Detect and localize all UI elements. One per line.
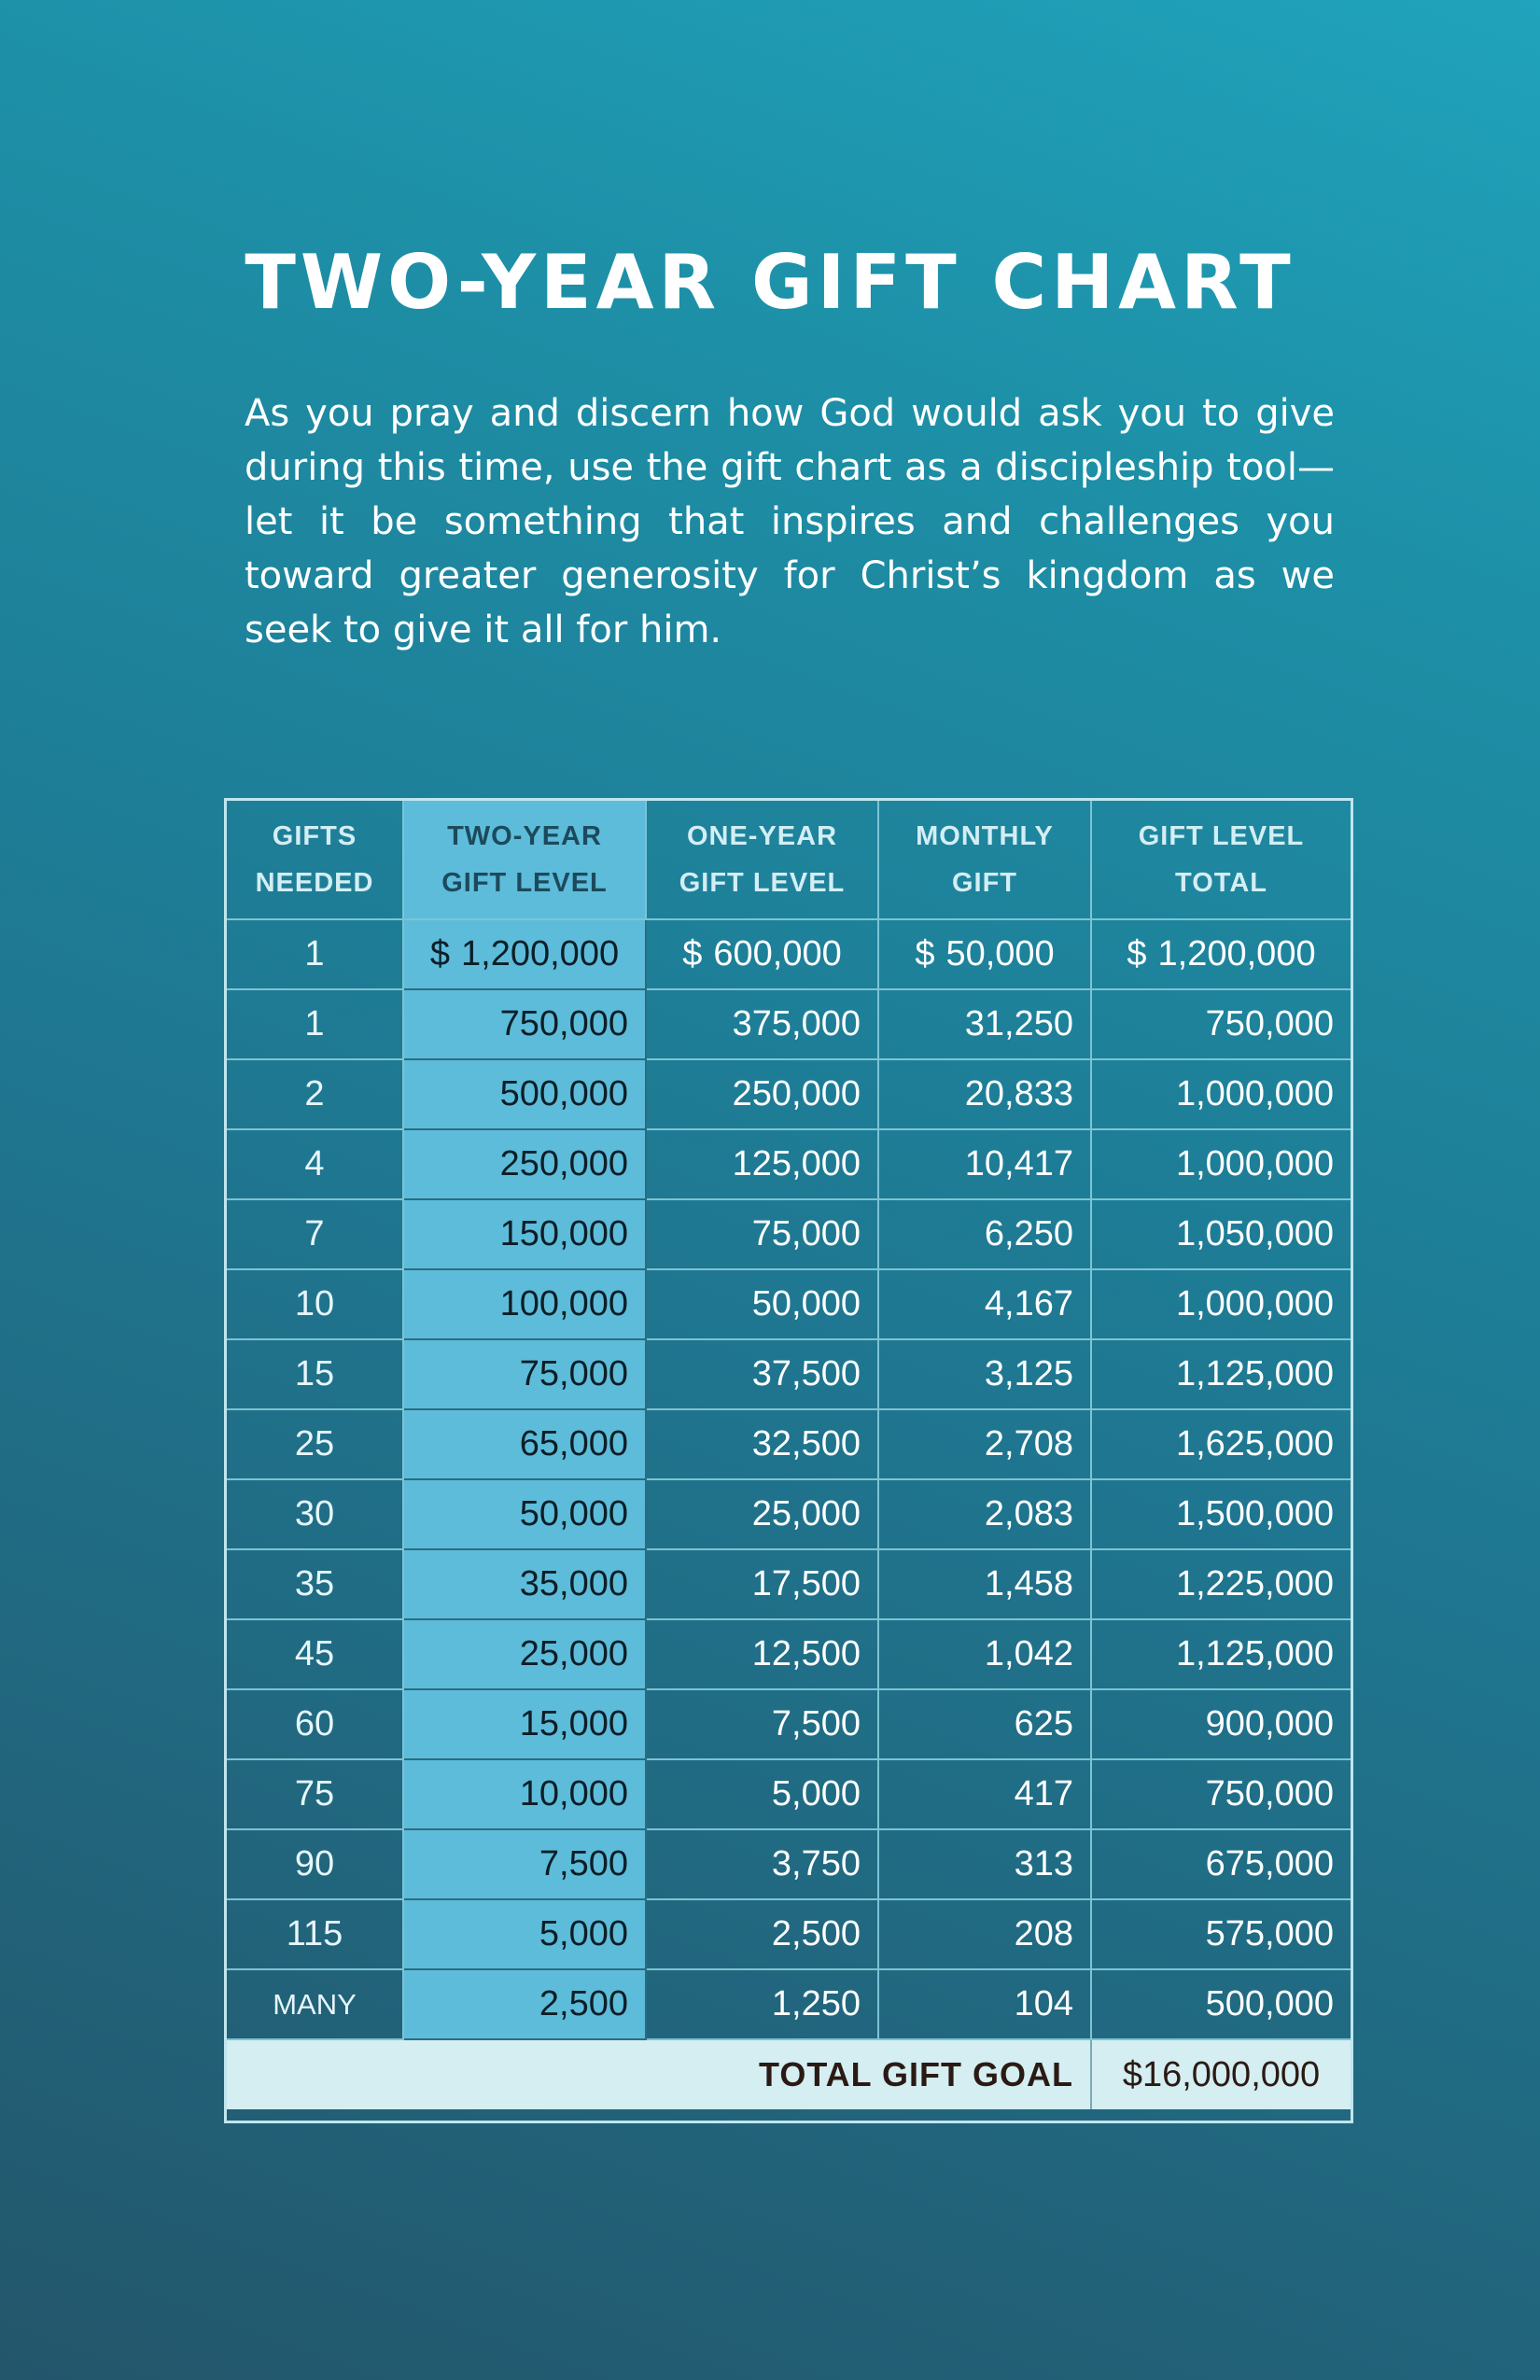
two-year-gift-cell: 10,000: [403, 1759, 646, 1829]
gift-level-total-cell: 1,125,000: [1091, 1619, 1351, 1689]
table-row: [227, 1759, 1351, 1829]
gifts-needed-cell: 25: [227, 1409, 403, 1479]
one-year-gift-cell: 12,500: [646, 1619, 878, 1689]
header-monthly-gift: [878, 801, 1091, 919]
monthly-gift-cell: 2,708: [878, 1409, 1091, 1479]
header-line: NEEDED: [255, 868, 374, 898]
cell-value: 600,000: [713, 934, 842, 973]
gifts-needed-cell: 115: [227, 1899, 403, 1969]
one-year-gift-cell: 37,500: [646, 1339, 878, 1409]
header-line: TWO-YEAR: [447, 821, 602, 851]
gifts-needed-cell: 60: [227, 1689, 403, 1759]
table-row: [227, 989, 1351, 1059]
table-row: [227, 1059, 1351, 1129]
gifts-needed-cell: 15: [227, 1339, 403, 1409]
two-year-gift-cell: 2,500: [403, 1969, 646, 2039]
header-line: GIFTS: [272, 821, 357, 851]
monthly-gift-cell: 4,167: [878, 1269, 1091, 1339]
two-year-gift-cell: 35,000: [403, 1549, 646, 1619]
two-year-gift-cell: 150,000: [403, 1199, 646, 1269]
one-year-gift-cell: 375,000: [646, 989, 878, 1059]
monthly-gift-cell: 6,250: [878, 1199, 1091, 1269]
gifts-needed-cell: 1: [227, 919, 403, 989]
monthly-gift-cell: 208: [878, 1899, 1091, 1969]
monthly-gift-cell: 20,833: [878, 1059, 1091, 1129]
table-row: [227, 1969, 1351, 2039]
table-row: [227, 1899, 1351, 1969]
monthly-gift-cell: 313: [878, 1829, 1091, 1899]
header-line: GIFT LEVEL: [441, 868, 608, 898]
monthly-gift-cell: 10,417: [878, 1129, 1091, 1199]
table-row: [227, 1269, 1351, 1339]
monthly-gift-cell: 1,042: [878, 1619, 1091, 1689]
total-gift-goal-value: $16,000,000: [1091, 2039, 1351, 2109]
table-row: [227, 1549, 1351, 1619]
gifts-needed-cell: 75: [227, 1759, 403, 1829]
gift-level-total-cell: 1,000,000: [1091, 1269, 1351, 1339]
gifts-needed-cell: 4: [227, 1129, 403, 1199]
table-header-row: [227, 801, 1351, 919]
table-row: [227, 1479, 1351, 1549]
gifts-needed-cell: 10: [227, 1269, 403, 1339]
monthly-gift-cell: 1,458: [878, 1549, 1091, 1619]
one-year-gift-cell: 1,250: [646, 1969, 878, 2039]
gift-level-total-cell: 750,000: [1091, 1759, 1351, 1829]
two-year-gift-cell: 500,000: [403, 1059, 646, 1129]
one-year-gift-cell: 250,000: [646, 1059, 878, 1129]
table-row: [227, 919, 1351, 989]
gift-level-total-cell: 1,625,000: [1091, 1409, 1351, 1479]
table-body: [227, 919, 1351, 2109]
gift-level-total-cell: [1091, 919, 1351, 989]
gift-level-total-cell: 1,500,000: [1091, 1479, 1351, 1549]
gifts-needed-cell: 45: [227, 1619, 403, 1689]
gifts-needed-cell: 2: [227, 1059, 403, 1129]
total-row: [227, 2039, 1351, 2109]
one-year-gift-cell: 2,500: [646, 1899, 878, 1969]
two-year-gift-cell: 65,000: [403, 1409, 646, 1479]
two-year-gift-cell: 5,000: [403, 1899, 646, 1969]
header-line: GIFT LEVEL: [1138, 821, 1305, 851]
two-year-gift-cell: 250,000: [403, 1129, 646, 1199]
gift-level-total-cell: 900,000: [1091, 1689, 1351, 1759]
table-row: [227, 1689, 1351, 1759]
one-year-gift-cell: 125,000: [646, 1129, 878, 1199]
table-row: [227, 1199, 1351, 1269]
header-line: GIFT: [951, 868, 1018, 898]
monthly-gift-cell: 31,250: [878, 989, 1091, 1059]
monthly-gift-cell: 104: [878, 1969, 1091, 2039]
one-year-gift-cell: 5,000: [646, 1759, 878, 1829]
gifts-needed-cell: 30: [227, 1479, 403, 1549]
header-line: ONE-YEAR: [686, 821, 838, 851]
intro-paragraph: As you pray and discern how God would ask you to give during this time, use the gift chart as a discipleship tool—let it be something that inspires and challenges you toward greater generosity for Christ’s kingdom as we seek to give it all for him.: [245, 392, 1335, 651]
one-year-gift-cell: 3,750: [646, 1829, 878, 1899]
header-line: MONTHLY: [916, 821, 1054, 851]
two-year-gift-cell: 100,000: [403, 1269, 646, 1339]
header-gifts-needed: [227, 801, 403, 919]
header-two-year-gift-level: [403, 801, 646, 919]
table-row: [227, 1619, 1351, 1689]
cell-value: 1,200,000: [1157, 934, 1316, 973]
cell-value: 1,200,000: [461, 934, 620, 973]
one-year-gift-cell: 50,000: [646, 1269, 878, 1339]
gift-level-total-cell: 1,000,000: [1091, 1129, 1351, 1199]
currency-symbol: $: [915, 934, 935, 973]
header-one-year-gift-level: [646, 801, 878, 919]
table-row: [227, 1129, 1351, 1199]
currency-symbol: $: [682, 934, 703, 973]
gifts-needed-cell: 7: [227, 1199, 403, 1269]
gift-level-total-cell: 1,000,000: [1091, 1059, 1351, 1129]
two-year-gift-cell: 7,500: [403, 1829, 646, 1899]
total-gift-goal-label: TOTAL GIFT GOAL: [227, 2039, 1091, 2109]
two-year-gift-cell: 15,000: [403, 1689, 646, 1759]
gift-level-total-cell: 750,000: [1091, 989, 1351, 1059]
currency-symbol: $: [1127, 934, 1147, 973]
gift-chart-table: [227, 801, 1351, 2109]
one-year-gift-cell: 32,500: [646, 1409, 878, 1479]
one-year-gift-cell: 25,000: [646, 1479, 878, 1549]
gift-level-total-cell: 1,225,000: [1091, 1549, 1351, 1619]
one-year-gift-cell: 17,500: [646, 1549, 878, 1619]
two-year-gift-cell: 750,000: [403, 989, 646, 1059]
one-year-gift-cell: 75,000: [646, 1199, 878, 1269]
header-gift-level-total: [1091, 801, 1351, 919]
monthly-gift-cell: 417: [878, 1759, 1091, 1829]
header-line: GIFT LEVEL: [679, 868, 846, 898]
table-row: [227, 1829, 1351, 1899]
page-title: TWO-YEAR GIFT CHART: [245, 239, 1295, 326]
gift-level-total-cell: 575,000: [1091, 1899, 1351, 1969]
one-year-gift-cell: 7,500: [646, 1689, 878, 1759]
gift-level-total-cell: 1,125,000: [1091, 1339, 1351, 1409]
two-year-gift-cell: [403, 919, 646, 989]
gifts-needed-cell: 35: [227, 1549, 403, 1619]
gift-chart-table-container: [224, 798, 1353, 2123]
currency-symbol: $: [429, 934, 451, 973]
monthly-gift-cell: [878, 919, 1091, 989]
one-year-gift-cell: [646, 919, 878, 989]
table-row: [227, 1409, 1351, 1479]
monthly-gift-cell: 3,125: [878, 1339, 1091, 1409]
header-line: TOTAL: [1175, 868, 1267, 898]
two-year-gift-cell: 75,000: [403, 1339, 646, 1409]
gifts-needed-cell: 90: [227, 1829, 403, 1899]
gift-level-total-cell: 1,050,000: [1091, 1199, 1351, 1269]
table-row: [227, 1339, 1351, 1409]
two-year-gift-cell: 50,000: [403, 1479, 646, 1549]
gift-level-total-cell: 500,000: [1091, 1969, 1351, 2039]
two-year-gift-cell: 25,000: [403, 1619, 646, 1689]
monthly-gift-cell: 625: [878, 1689, 1091, 1759]
monthly-gift-cell: 2,083: [878, 1479, 1091, 1549]
gift-level-total-cell: 675,000: [1091, 1829, 1351, 1899]
cell-value: 50,000: [945, 934, 1055, 973]
gifts-needed-cell: 1: [227, 989, 403, 1059]
gifts-needed-cell: MANY: [227, 1969, 403, 2039]
